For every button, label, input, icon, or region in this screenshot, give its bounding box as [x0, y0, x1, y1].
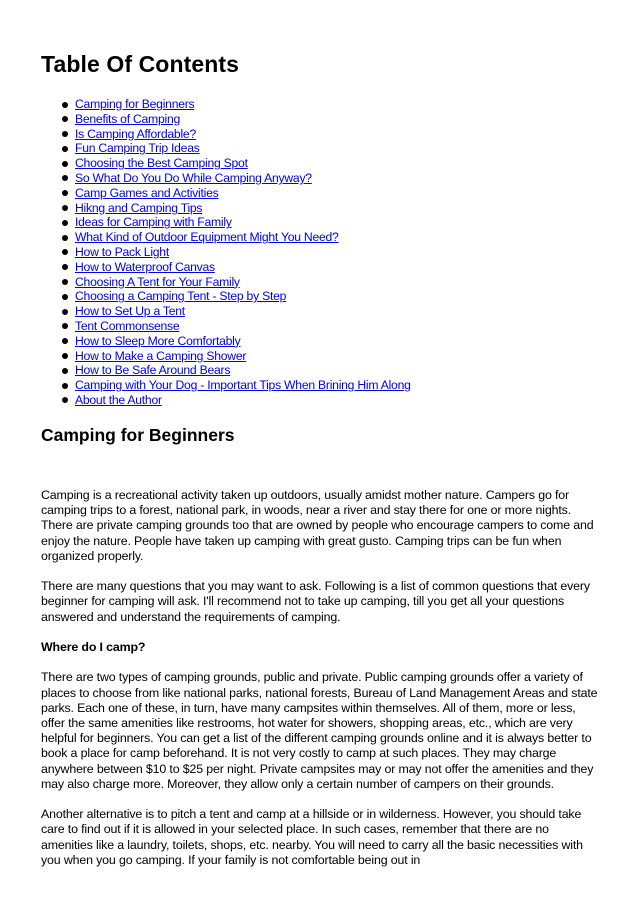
toc-link-is-camping-affordable[interactable]: Is Camping Affordable? [75, 126, 196, 141]
toc-link-camping-shower[interactable]: How to Make a Camping Shower [75, 348, 247, 363]
toc-link-how-to-set-up-a-tent[interactable]: How to Set Up a Tent [75, 304, 185, 319]
toc-item [41, 230, 411, 245]
toc-item [41, 141, 411, 156]
paragraph: There are many questions that you may want to ask. Following is a list of common questions that every beginner for camping will ask. I'll recommend not to take up camping, till you get all your questions answered and understand the requirements of camping. [41, 579, 590, 624]
toc-link-camping-with-your-dog[interactable]: Camping with Your Dog - Important Tips When Brining Him Along [75, 378, 411, 393]
toc-item [41, 349, 411, 364]
toc-link-camping-for-beginners[interactable]: Camping for Beginners [75, 97, 195, 111]
subheading: Where do I camp? [41, 640, 146, 654]
toc-link-choosing-camping-tent-steps[interactable]: Choosing a Camping Tent - Step by Step [75, 289, 287, 304]
toc-item [41, 127, 411, 142]
toc-link-tent-commonsense[interactable]: Tent Commonsense [75, 318, 180, 333]
toc-item [41, 171, 411, 186]
toc-link-fun-camping-trip-ideas[interactable]: Fun Camping Trip Ideas [75, 141, 200, 156]
toc-item [41, 289, 411, 304]
section-body [41, 488, 601, 883]
toc-title: Table Of Contents [41, 51, 240, 77]
toc-link-sleep-more-comfortably[interactable]: How to Sleep More Comfortably [75, 333, 241, 348]
toc-item [41, 363, 411, 378]
toc-link-what-do-you-do-while-camping[interactable]: So What Do You Do While Camping Anyway? [75, 170, 312, 185]
toc-item [41, 186, 411, 201]
toc-link-choosing-a-tent-for-family[interactable]: Choosing A Tent for Your Family [75, 274, 240, 289]
toc-link-how-to-pack-light[interactable]: How to Pack Light [75, 244, 169, 259]
toc-item [41, 260, 411, 275]
paragraph: There are two types of camping grounds, public and private. Public camping grounds offer a variety of places to choose from like national parks, national forests, Bureau of Land Management Areas and state parks. Each one of these, in turn, have many campsites within themselves. All of them, more or less, offer the same amenities like restrooms, hot water for showers, shopping areas, etc., which are very helpful for beginners. You can get a list of the different camping grounds online and it is always better to book a place for camp beforehand. It is not very costly to camp at such places. They may charge anywhere between $10 to $25 per night. Private campsites may or may not offer the amenities and they may also charge more. Moreover, they allow only a certain number of campers on their grounds. [41, 670, 598, 791]
toc-link-benefits-of-camping[interactable]: Benefits of Camping [75, 111, 180, 126]
toc-item [41, 97, 411, 112]
toc-link-about-the-author[interactable]: About the Author [75, 392, 162, 407]
toc-link-safe-around-bears[interactable]: How to Be Safe Around Bears [75, 363, 231, 378]
toc-link-hiking-and-camping-tips[interactable]: Hikng and Camping Tips [75, 200, 203, 215]
toc-link-choosing-best-camping-spot[interactable]: Choosing the Best Camping Spot [75, 156, 248, 171]
toc-item [41, 334, 411, 349]
toc-link-outdoor-equipment[interactable]: What Kind of Outdoor Equipment Might You Need? [75, 230, 339, 245]
section-heading: Camping for Beginners [41, 425, 235, 445]
paragraph: Another alternative is to pitch a tent and camp at a hillside or in wilderness. However, you should take care to find out if it is allowed in your selected place. In such cases, remember that there are no amenities like a laundry, toilets, shops, etc. nearby. You will need to carry all the basic necessities with you when you go camping. If your family is not comfortable being out in [41, 807, 583, 867]
toc-item [41, 215, 411, 230]
toc-item [41, 156, 411, 171]
toc-link-ideas-for-camping-with-family[interactable]: Ideas for Camping with Family [75, 215, 232, 230]
toc-list [41, 97, 411, 408]
toc-item [41, 304, 411, 319]
paragraph: Camping is a recreational activity taken up outdoors, usually amidst mother nature. Campers go for camping trips to a forest, national park, in woods, near a river and stay there for one or more nights. There are private camping grounds too that are owned by people who encourage campers to come and enjoy the nature. People have taken up camping with great gusto. Camping trips can be fun when organized properly. [41, 488, 594, 563]
toc-item [41, 319, 411, 334]
toc-item [41, 378, 411, 393]
toc-item [41, 112, 411, 127]
toc-item [41, 393, 411, 408]
toc-item [41, 245, 411, 260]
toc-item [41, 201, 411, 216]
toc-link-camp-games-and-activities[interactable]: Camp Games and Activities [75, 185, 219, 200]
toc-link-waterproof-canvas[interactable]: How to Waterproof Canvas [75, 259, 215, 274]
toc-item [41, 275, 411, 290]
